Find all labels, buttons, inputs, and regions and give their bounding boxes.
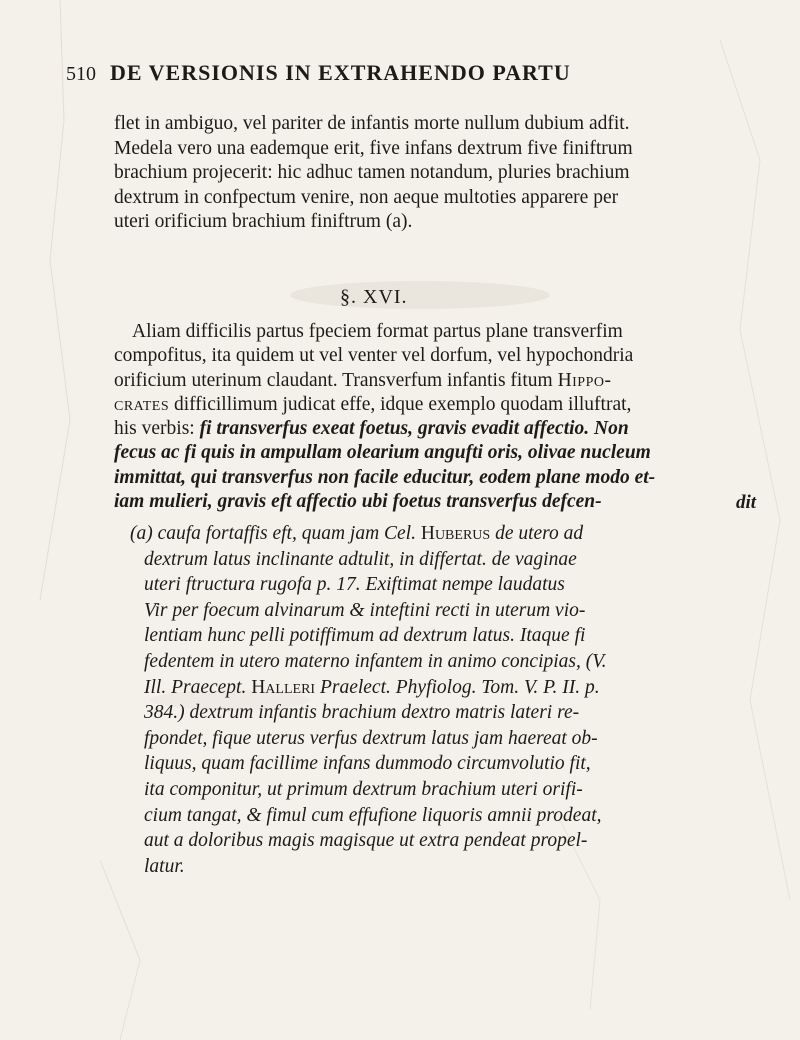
catchword: dit [736,492,757,513]
footnote-line: dextrum latus inclinante adtulit, in differtat. de vaginae [144,548,577,570]
footnote-line: fedentem in utero materno infantem in animo concipias, (V. [144,650,607,672]
author-name: crates [114,393,170,415]
text-line: uteri orificium brachium finiftrum (a). [114,211,413,232]
text-line: brachium projecerit: hic adhuc tamen notandum, pluries brachium [114,162,630,183]
footnote-line: 384.) dextrum infantis brachium dextro matris lateri re- [144,702,580,724]
footnote-line [130,675,750,701]
text-run: Praelect. Phyfiolog. Tom. V. P. II. p. [315,676,600,698]
footnote-line: uteri ftructura rugofa p. 17. Exiftimat nempe laudatus [144,574,565,596]
footnote-line: latur. [144,855,185,877]
text-line [114,393,754,417]
text-line: compofitus, ita quidem ut vel venter vel dorfum, vel hypochondria [114,345,634,367]
text-line [114,369,754,393]
paragraph-1 [114,112,754,235]
page-number: 510 [66,63,96,85]
footnote-line: fpondet, fique uterus verfus dextrum latus jam haereat ob- [144,727,598,749]
paragraph-2 [114,320,757,514]
footnote [130,521,750,879]
author-name: Hippo- [557,369,612,391]
running-header [66,60,766,86]
footnote-line: liquus, quam facillime infans dummodo circumvolutio fit, [144,753,591,775]
quotation: fi transverfus exeat foetus, gravis evadit affectio. Non [199,418,629,440]
footnote-line [130,521,750,547]
author-name: Halleri [251,676,316,698]
section-heading: §. XVI. [340,286,408,308]
text-line: flet in ambiguo, vel pariter de infantis morte nullum dubium adfit. [114,113,630,134]
text-line: Medela vero una eademque erit, five infans dextrum five finiftrum [114,137,633,159]
text-run: Ill. Praecept. [144,676,252,698]
text-line: dextrum in confpectum venire, non aeque multoties apparere per [114,186,619,208]
footnote-line: Vir per foecum alvinarum & inteftini recti in uterum vio- [144,599,586,621]
quotation-line: fecus ac fi quis in ampullam olearium angufti oris, olivae nucleum [114,442,651,464]
footnote-line: ita componitur, ut primum dextrum brachium uteri orifi- [144,778,583,800]
author-name: Huberus [420,523,491,544]
quotation-line: iam mulieri, gravis eft affectio ubi foetus transverfus defcen- [114,491,602,513]
quotation-line: immittat, qui transverfus non facile educitur, eodem plane modo et- [114,466,656,488]
text-run: de utero ad [490,523,584,544]
footnote-line: aut a doloribus magis magisque ut extra pendeat propel- [144,830,588,852]
text-line: Aliam difficilis partus fpeciem format partus plane transverfim [132,321,623,342]
text-line [114,417,754,441]
text-run: (a) caufa fortaffis eft, quam jam Cel. [130,523,421,544]
running-title: DE VERSIONIS IN EXTRAHENDO PARTU [110,60,571,85]
text-run: difficillimum judicat effe, idque exemplo quodam illuftrat, [169,393,632,415]
footnote-line: cium tangat, & fimul cum effufione liquoris amnii prodeat, [144,804,602,826]
text-run: his verbis: [114,418,200,440]
text-run: orificium uterinum claudant. Transverfum infantis fitum [114,369,558,391]
footnote-line: lentiam hunc pelli potiffimum ad dextrum latus. Itaque fi [144,625,586,647]
